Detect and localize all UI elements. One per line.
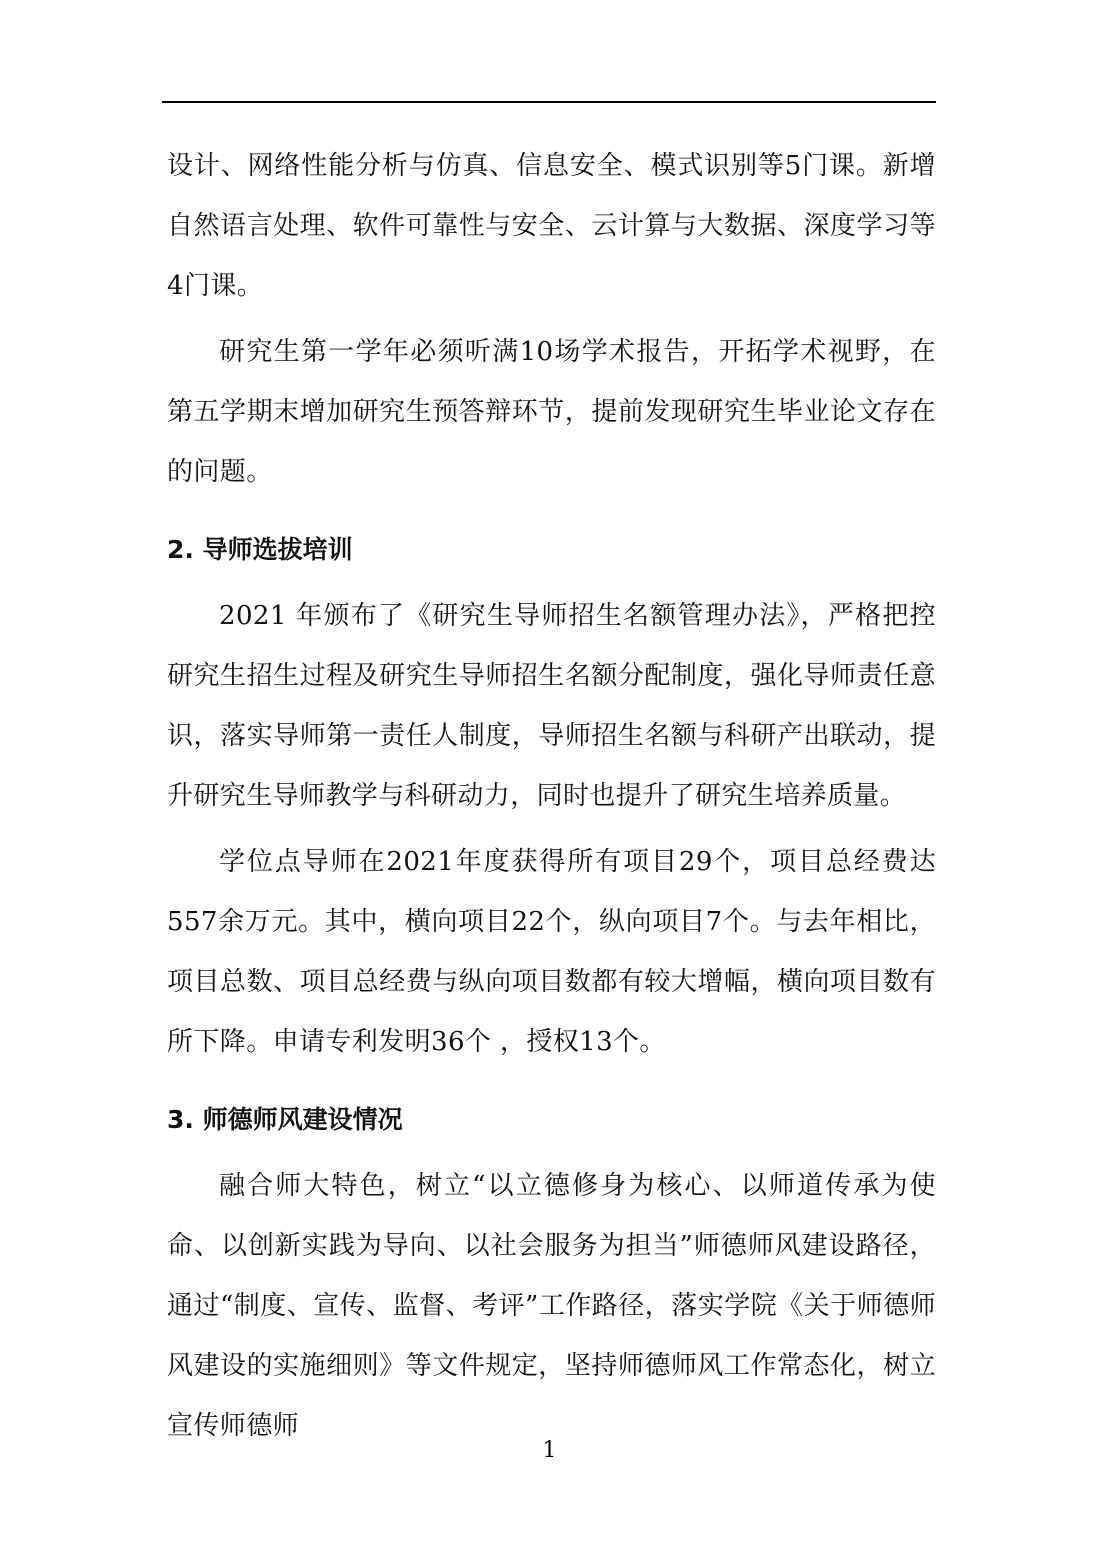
paragraph-teacher-ethics: 融合师大特色，树立“以立德修身为核心、以师道传承为使命、以创新实践为导向、以社会服务为担当”师德师风建设路径，通过“制度、宣传、监督、考评”工作路径，落实学院《关于师德师风建设的实施细则》等文件规定，坚持师德师风工作常态化，树立宣传师德师 [167,1171,936,1441]
section-heading-advisor-selection: 2. 导师选拔培训 [167,535,353,564]
paragraph-advisor-quota: 2021 年颁布了《研究生导师招生名额管理办法》，严格把控研究生招生过程及研究生导师招生名额分配制度，强化导师责任意识，落实导师第一责任人制度，导师招生名额与科研产出联动，提升研究生导师教学与科研动力，同时也提升了研究生培养质量。 [167,601,936,811]
paragraph-course-list: 设计、网络性能分析与仿真、信息安全、模式识别等5门课。新增自然语言处理、软件可靠性与安全、云计算与大数据、深度学习等4门课。 [167,151,936,301]
page-number: 1 [542,1438,557,1463]
paragraph-projects-funding: 学位点导师在2021年度获得所有项目29个，项目总经费达557余万元。其中，横向项目22个，纵向项目7个。与去年相比，项目总数、项目总经费与纵向项目数都有较大增幅，横向项目数有所下降。申请专利发明36个 ，授权13个。 [167,847,936,1057]
section-heading-teacher-ethics: 3. 师德师风建设情况 [167,1105,403,1134]
document-body [167,136,936,1456]
paragraph-academic-reports: 研究生第一学年必须听满10场学术报告，开拓学术视野，在第五学期末增加研究生预答辩环节，提前发现研究生毕业论文存在的问题。 [167,337,936,487]
header-rule [162,101,936,103]
